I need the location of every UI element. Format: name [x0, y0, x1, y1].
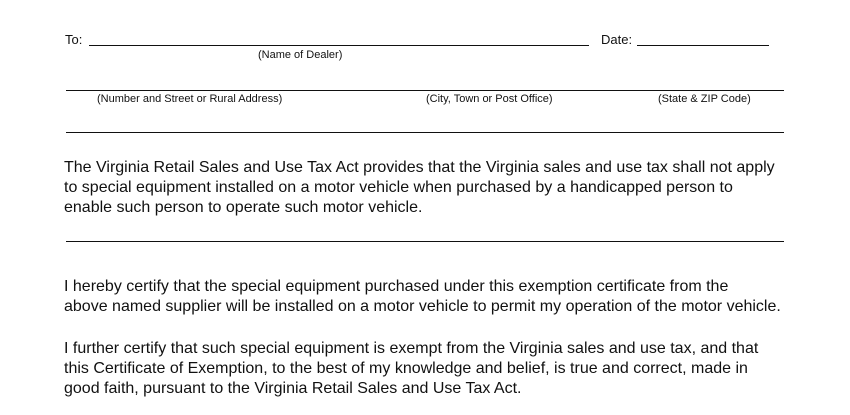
statute-line-1: The Virginia Retail Sales and Use Tax Act provides that the Virginia sales and use tax shall not apply	[64, 159, 775, 176]
further-certification-line-1: I further certify that such special equipment is exempt from the Virginia sales and use tax, and that	[64, 340, 759, 357]
certification-line-2: above named supplier will be installed on a motor vehicle to permit my operation of the motor vehicle.	[64, 298, 781, 315]
name-of-dealer-caption: (Name of Dealer)	[258, 49, 343, 61]
statute-paragraph	[64, 158, 804, 218]
dealer-name-field[interactable]	[89, 45, 589, 46]
state-zip-caption: (State & ZIP Code)	[658, 93, 751, 105]
further-certification-line-2: this Certificate of Exemption, to the best of my knowledge and belief, is true and correct, made in	[64, 360, 748, 377]
date-label: Date:	[601, 32, 633, 47]
further-certification-paragraph	[64, 339, 804, 399]
to-label: To:	[65, 32, 83, 47]
city-caption: (City, Town or Post Office)	[426, 93, 553, 105]
address-field[interactable]	[66, 90, 784, 91]
statute-line-3: enable such person to operate such motor vehicle.	[64, 199, 423, 216]
separator-line[interactable]	[66, 241, 784, 242]
additional-address-line[interactable]	[66, 132, 784, 133]
street-address-caption: (Number and Street or Rural Address)	[97, 93, 283, 105]
statute-line-2: to special equipment installed on a motor vehicle when purchased by a handicapped person to	[64, 179, 733, 196]
certification-line-1: I hereby certify that the special equipment purchased under this exemption certificate from the	[64, 278, 729, 295]
certification-paragraph	[64, 277, 804, 317]
date-field[interactable]	[637, 45, 769, 46]
further-certification-line-3: good faith, pursuant to the Virginia Retail Sales and Use Tax Act.	[64, 380, 522, 397]
